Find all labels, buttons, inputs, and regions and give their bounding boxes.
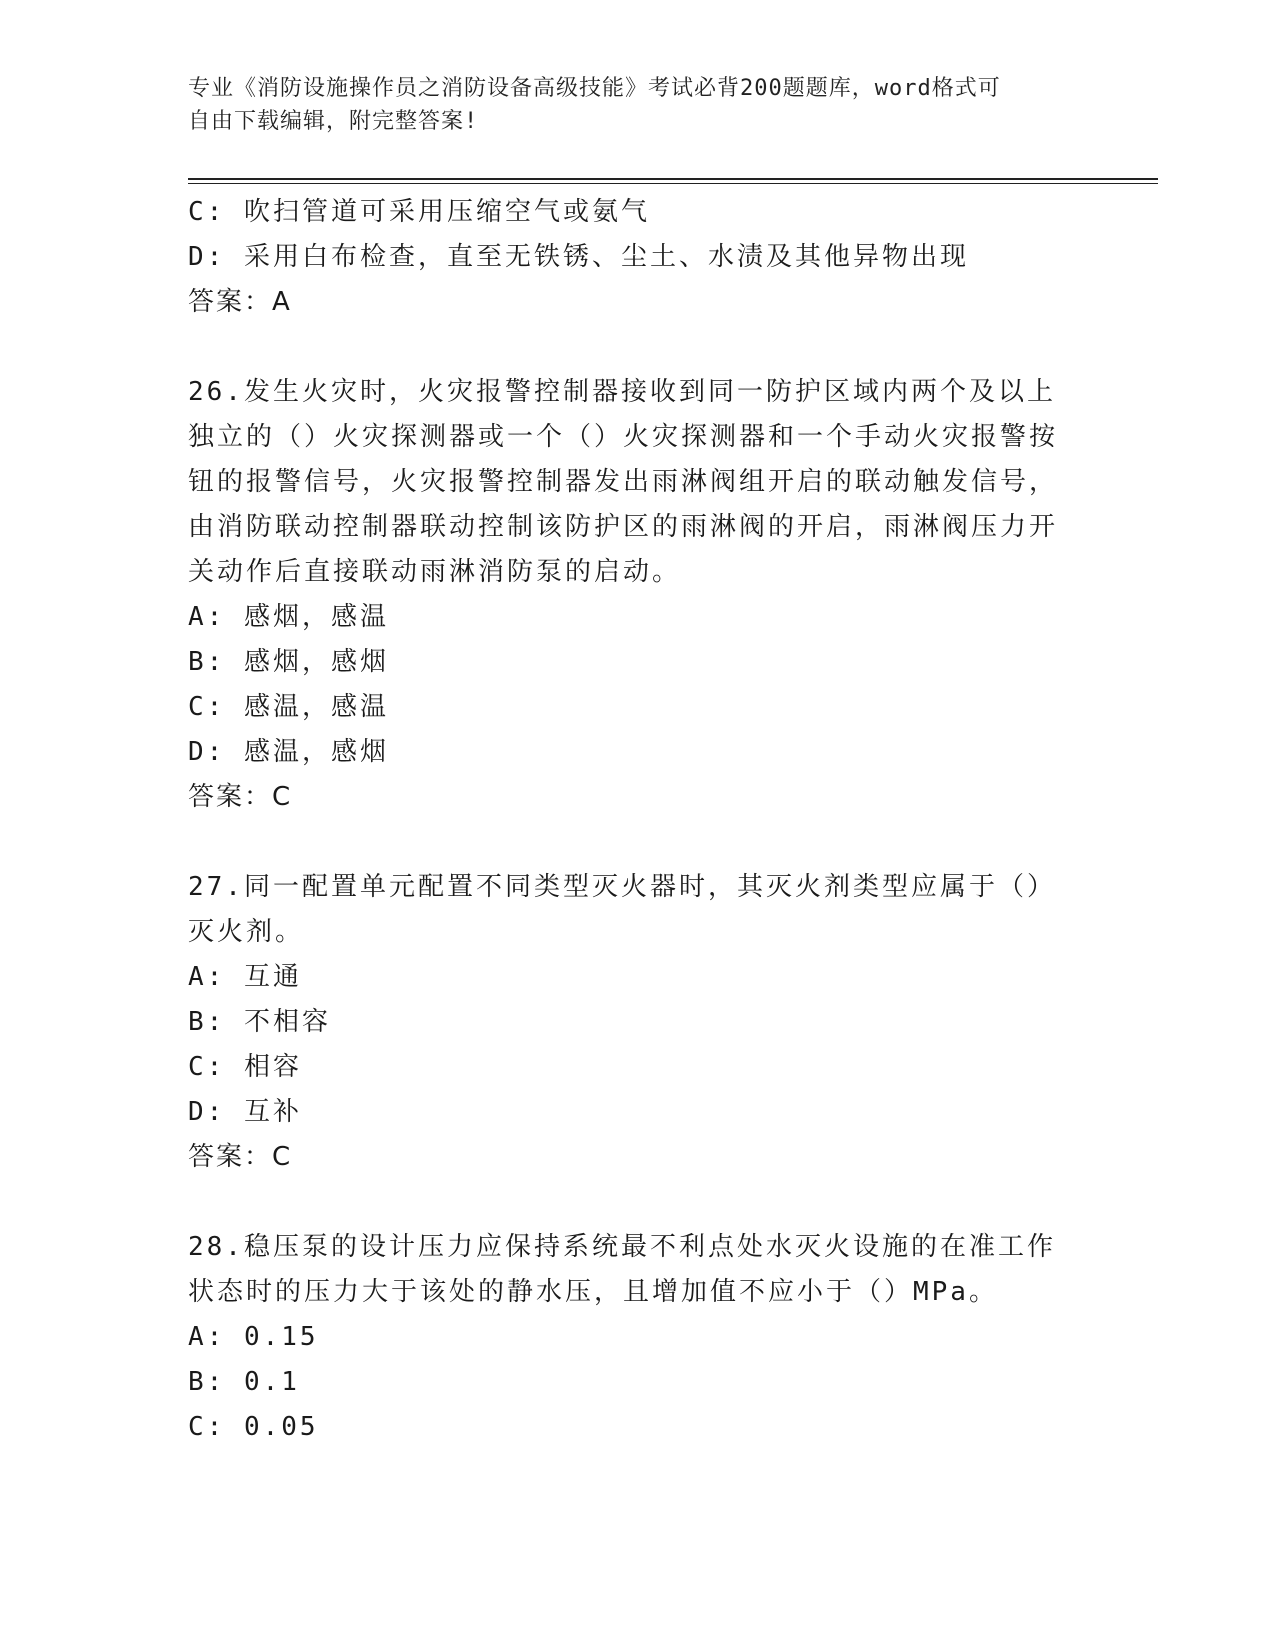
document-header <box>188 72 1068 138</box>
question-26 <box>188 370 1088 820</box>
option-b: B: 0.1 <box>188 1367 300 1397</box>
option-a: A: 感烟，感温 <box>188 602 389 632</box>
option-a: A: 0.15 <box>188 1322 319 1352</box>
option-a: A: 互通 <box>188 962 302 992</box>
answer: 答案：A <box>188 287 292 317</box>
option-c: C: 感温，感温 <box>188 692 389 722</box>
answer: 答案：C <box>188 1142 293 1172</box>
question-fragment <box>188 190 1088 325</box>
option-c: C: 0.05 <box>188 1412 319 1442</box>
header-divider-thin <box>188 183 1158 184</box>
header-line-1: 专业《消防设施操作员之消防设备高级技能》考试必背200题题库，word格式可 <box>188 76 1001 101</box>
option-b: B: 感烟，感烟 <box>188 647 389 677</box>
option-c: C: 相容 <box>188 1052 302 1082</box>
answer: 答案：C <box>188 782 293 812</box>
option-d: D: 互补 <box>188 1097 302 1127</box>
option-b: B: 不相容 <box>188 1007 331 1037</box>
question-stem: 27.同一配置单元配置不同类型灭火器时，其灭火剂类型应属于（）灭火剂。 <box>188 872 1056 947</box>
question-stem: 26.发生火灾时，火灾报警控制器接收到同一防护区域内两个及以上独立的（）火灾探测器或一个（）火灾探测器和一个手动火灾报警按钮的报警信号，火灾报警控制器发出雨淋阀组开启的联动触发信号，由消防联动控制器联动控制该防护区的雨淋阀的开启，雨淋阀压力开关动作后直接联动雨淋消防泵的启动。 <box>188 377 1059 587</box>
option-d: D: 感温，感烟 <box>188 737 389 767</box>
header-divider-thick <box>188 178 1158 180</box>
question-stem: 28.稳压泵的设计压力应保持系统最不利点处水灭火设施的在准工作状态时的压力大于该处的静水压，且增加值不应小于（）MPa。 <box>188 1232 1056 1307</box>
header-line-2: 自由下载编辑，附完整答案! <box>188 109 479 134</box>
question-content <box>188 190 1088 1450</box>
option-c: C: 吹扫管道可采用压缩空气或氨气 <box>188 197 650 227</box>
question-28 <box>188 1225 1088 1450</box>
option-d: D: 采用白布检查，直至无铁锈、尘土、水渍及其他异物出现 <box>188 242 969 272</box>
question-27 <box>188 865 1088 1180</box>
